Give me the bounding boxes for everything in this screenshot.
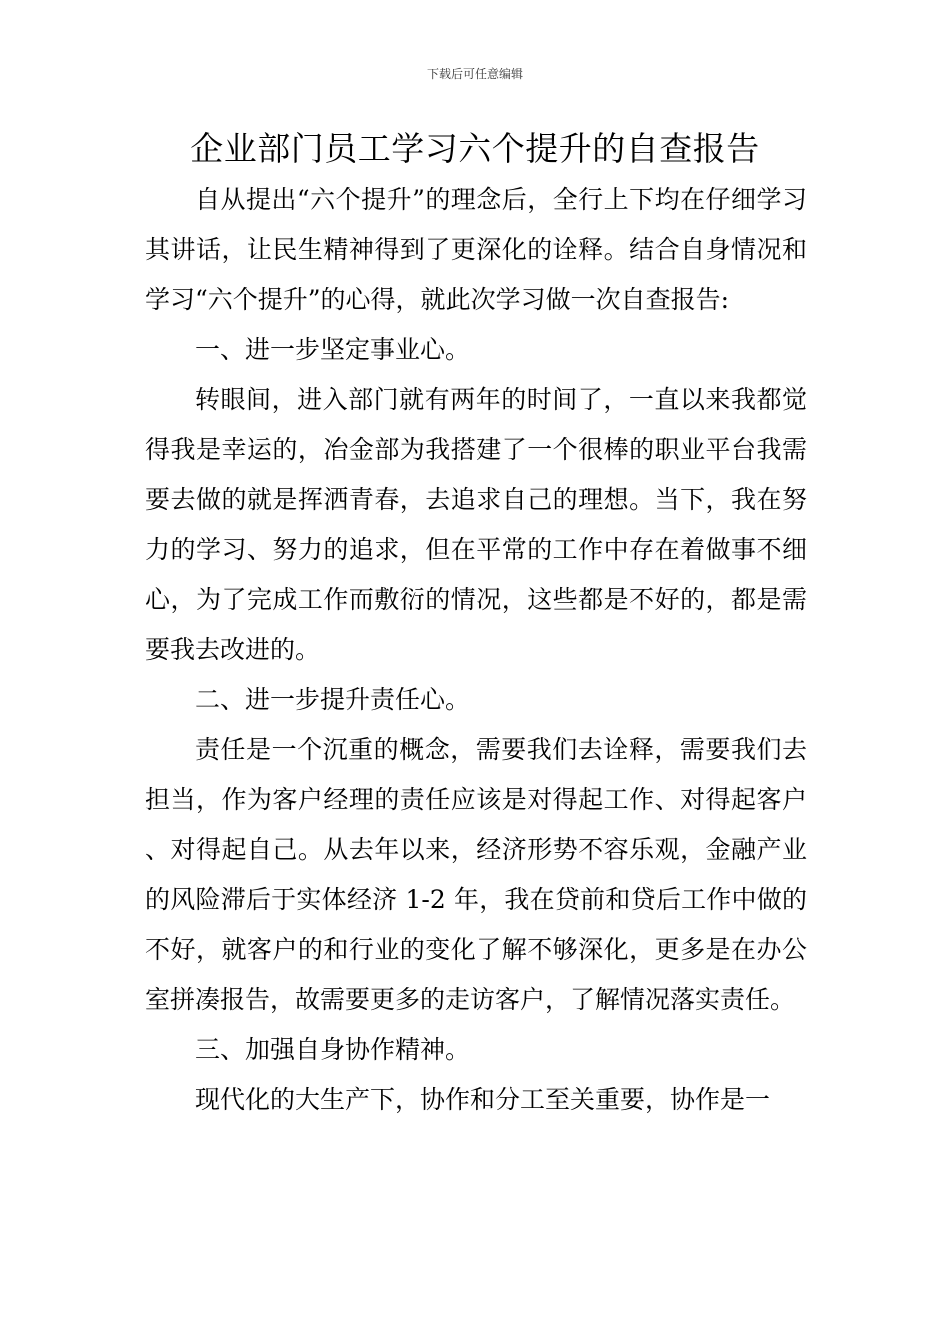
section-heading-3: 三、加强自身协作精神。 bbox=[195, 1035, 471, 1064]
section-paragraph-3: 现代化的大生产下，协作和分工至关重要，协作是一 bbox=[195, 1085, 771, 1114]
document-body bbox=[145, 175, 807, 1125]
section-heading-2: 二、进一步提升责任心。 bbox=[195, 685, 471, 714]
header-note: 下载后可任意编辑 bbox=[426, 67, 523, 81]
intro-paragraph: 自从提出“六个提升”的理念后，全行上下均在仔细学习其讲话，让民生精神得到了更深化的诠释。结合自身情况和学习“六个提升”的心得，就此次学习做一次自查报告: bbox=[145, 185, 807, 314]
document-title: 企业部门员工学习六个提升的自查报告 bbox=[190, 129, 760, 168]
section-paragraph-2: 责任是一个沉重的概念，需要我们去诠释，需要我们去担当，作为客户经理的责任应该是对得起工作、对得起客户、对得起自己。从去年以来，经济形势不容乐观，金融产业的风险滞后于实体经济 1-2 年，我在贷前和贷后工作中做的不好，就客户的和行业的变化了解不够深化，更多是在办公室拼凑报告，故需要更多的走访客户，了解情况落实责任。 bbox=[145, 735, 807, 1014]
section-heading-1: 一、进一步坚定事业心。 bbox=[195, 335, 471, 364]
section-paragraph-1: 转眼间，进入部门就有两年的时间了，一直以来我都觉得我是幸运的，冶金部为我搭建了一个很棒的职业平台我需要去做的就是挥洒青春，去追求自己的理想。当下，我在努力的学习、努力的追求，但在平常的工作中存在着做事不细心，为了完成工作而敷衍的情况，这些都是不好的，都是需要我去改进的。 bbox=[145, 385, 807, 664]
